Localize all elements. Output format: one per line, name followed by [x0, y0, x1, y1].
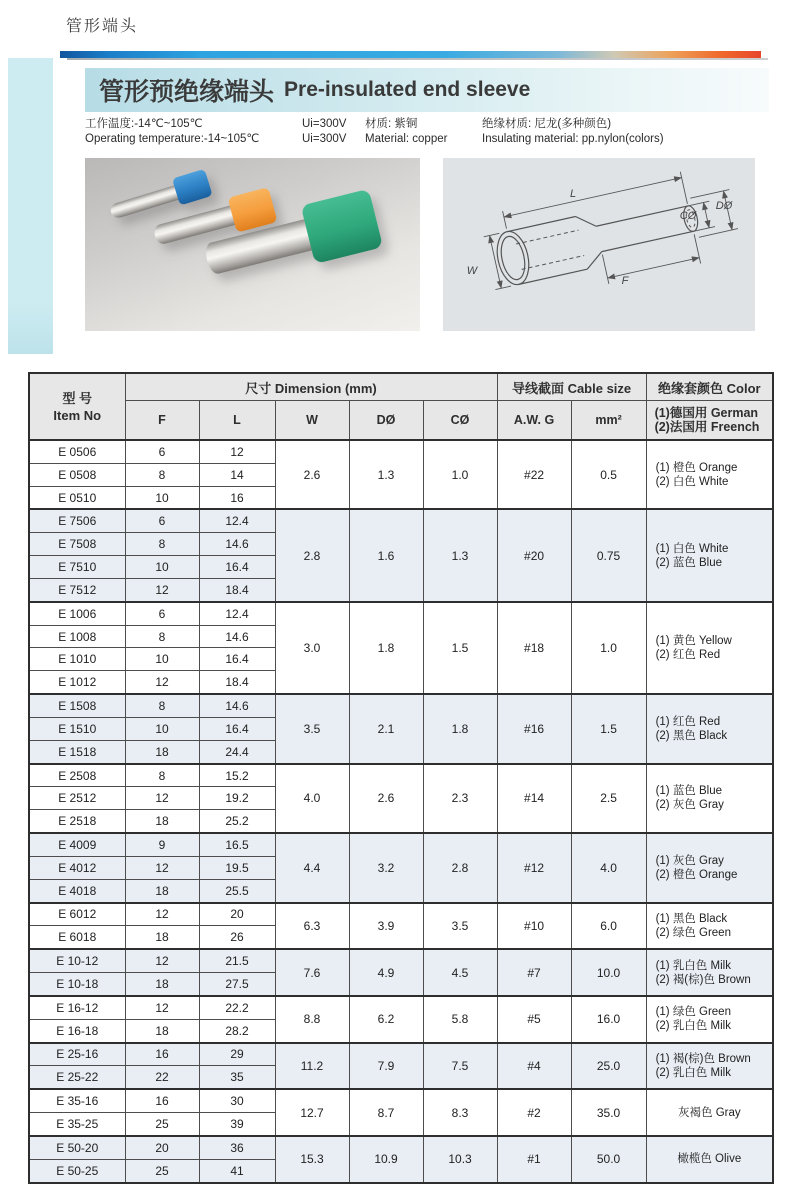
green-sleeve — [301, 189, 383, 264]
table-cell: 20 — [125, 1136, 199, 1159]
table-cell: 18 — [125, 973, 199, 996]
table-cell: E 1006 — [29, 602, 125, 625]
table-cell: 16 — [125, 1043, 199, 1066]
table-cell: E 50-20 — [29, 1136, 125, 1159]
table-row — [29, 1089, 773, 1112]
table-cell: 1.8 — [349, 602, 423, 694]
table-cell: E 10-12 — [29, 949, 125, 972]
dim-label-L: L — [569, 188, 577, 200]
color-cell: (1) 橙色 Orange (2) 白色 White — [646, 440, 773, 509]
table-cell: 22.2 — [199, 996, 275, 1019]
table-cell: 2.8 — [423, 833, 497, 902]
table-cell: #16 — [497, 694, 571, 763]
color-cell: (1) 蓝色 Blue (2) 灰色 Gray — [646, 764, 773, 833]
spec-cn: 绝缘材质: 尼龙(多种颜色) — [482, 118, 612, 130]
table-cell: 6.2 — [349, 996, 423, 1043]
spec-operating-temperature — [85, 117, 302, 147]
table-cell: #2 — [497, 1089, 571, 1136]
accent-gradient-bar — [60, 51, 761, 58]
table-cell: 1.3 — [423, 509, 497, 601]
table-cell: 20 — [199, 903, 275, 926]
table-cell: 1.5 — [423, 602, 497, 694]
table-cell: 25.0 — [571, 1043, 646, 1090]
dim-label-W: W — [466, 265, 478, 277]
header-item-cn: 型 号 — [62, 390, 93, 406]
table-cell: 25 — [125, 1113, 199, 1136]
table-row — [29, 1043, 773, 1066]
table-cell: 18.4 — [199, 671, 275, 694]
table-cell: 8 — [125, 625, 199, 648]
table-cell: 19.2 — [199, 787, 275, 810]
table-cell: E 0510 — [29, 486, 125, 509]
header-color-sub — [646, 401, 773, 441]
header-color-sub-french: (2)法国用 Freench — [654, 420, 760, 434]
table-cell: 36 — [199, 1136, 275, 1159]
table-cell: E 1518 — [29, 740, 125, 763]
color-cell: 橄榄色 Olive — [646, 1136, 773, 1183]
header-item-no — [29, 373, 125, 440]
table-cell: 16.4 — [199, 556, 275, 579]
header-color-sub-german: (1)德国用 German — [654, 406, 759, 420]
table-cell: 10 — [125, 648, 199, 671]
section-title-cn: 管形预绝缘端头 — [99, 78, 275, 106]
section-title-en: Pre-insulated end sleeve — [284, 78, 531, 101]
spec-insulating-material — [482, 117, 775, 147]
table-cell: 6 — [125, 509, 199, 532]
table-cell: 28.2 — [199, 1019, 275, 1042]
dim-label-F: F — [621, 275, 629, 287]
table-cell: 18 — [125, 740, 199, 763]
table-row — [29, 949, 773, 972]
table-row — [29, 694, 773, 717]
table-cell: 2.6 — [349, 764, 423, 833]
table-row — [29, 509, 773, 532]
color-cell: 灰褐色 Gray — [646, 1089, 773, 1136]
table-cell: 18 — [125, 879, 199, 902]
product-photo — [85, 158, 420, 331]
color-cell: (1) 乳白色 Milk (2) 褐(棕)色 Brown — [646, 949, 773, 996]
table-cell: E 0506 — [29, 440, 125, 463]
table-cell: E 16-18 — [29, 1019, 125, 1042]
color-cell: (1) 绿色 Green (2) 乳白色 Milk — [646, 996, 773, 1043]
table-cell: 6 — [125, 440, 199, 463]
table-row — [29, 440, 773, 463]
color-cell: (1) 褐(棕)色 Brown (2) 乳白色 Milk — [646, 1043, 773, 1090]
table-cell: 12 — [125, 856, 199, 879]
table-cell: 7.9 — [349, 1043, 423, 1090]
table-cell: 11.2 — [275, 1043, 349, 1090]
table-cell: 12.4 — [199, 602, 275, 625]
table-cell: 0.5 — [571, 440, 646, 509]
table-cell: 12.4 — [199, 509, 275, 532]
table-cell: 35 — [199, 1066, 275, 1089]
table-cell: 1.5 — [571, 694, 646, 763]
table-cell: 5.8 — [423, 996, 497, 1043]
color-cell: (1) 红色 Red (2) 黑色 Black — [646, 694, 773, 763]
table-cell: E 2512 — [29, 787, 125, 810]
table-cell: 22 — [125, 1066, 199, 1089]
header-item-en: Item No — [53, 407, 102, 423]
table-cell: #7 — [497, 949, 571, 996]
table-cell: 16.5 — [199, 833, 275, 856]
table-cell: E 4018 — [29, 879, 125, 902]
table-cell: E 7506 — [29, 509, 125, 532]
table-cell: 6.0 — [571, 903, 646, 950]
table-cell: 12 — [125, 996, 199, 1019]
table-cell: 39 — [199, 1113, 275, 1136]
table-cell: #4 — [497, 1043, 571, 1090]
table-cell: 3.5 — [275, 694, 349, 763]
color-cell: (1) 灰色 Gray (2) 橙色 Orange — [646, 833, 773, 902]
table-cell: E 1010 — [29, 648, 125, 671]
spec-en: Material: copper — [365, 133, 448, 145]
table-cell: 50.0 — [571, 1136, 646, 1183]
table-cell: 35.0 — [571, 1089, 646, 1136]
table-cell: 3.0 — [275, 602, 349, 694]
table-cell: E 4009 — [29, 833, 125, 856]
table-row — [29, 996, 773, 1019]
table-cell: E 0508 — [29, 463, 125, 486]
table-cell: E 1008 — [29, 625, 125, 648]
color-cell: (1) 黑色 Black (2) 绿色 Green — [646, 903, 773, 950]
spec-cn: 工作温度:-14℃~105℃ — [85, 118, 203, 130]
table-cell: E 4012 — [29, 856, 125, 879]
table-cell: 16 — [199, 486, 275, 509]
table-cell: 6.3 — [275, 903, 349, 950]
color-cell: (1) 白色 White (2) 蓝色 Blue — [646, 509, 773, 601]
header-col-mm2: mm² — [571, 401, 646, 441]
table-row — [29, 903, 773, 926]
header-dimension: 尺寸 Dimension (mm) — [125, 373, 497, 401]
table-cell: 3.5 — [423, 903, 497, 950]
table-cell: 12 — [125, 578, 199, 601]
table-cell: E 7512 — [29, 578, 125, 601]
diagram-drawing — [443, 158, 755, 331]
header-col-C-diameter: CØ — [423, 401, 497, 441]
table-cell: E 35-25 — [29, 1113, 125, 1136]
table-cell: 15.2 — [199, 764, 275, 787]
accent-bar-shadow — [67, 58, 768, 60]
table-cell: E 6018 — [29, 926, 125, 949]
table-row — [29, 1136, 773, 1159]
table-cell: 6 — [125, 602, 199, 625]
table-cell: 21.5 — [199, 949, 275, 972]
table-cell: #22 — [497, 440, 571, 509]
table-cell: E 6012 — [29, 903, 125, 926]
table-cell: 9 — [125, 833, 199, 856]
table-cell: 18 — [125, 1019, 199, 1042]
table-cell: 8 — [125, 764, 199, 787]
dim-label-D-diameter: DØ — [715, 200, 733, 212]
table-row — [29, 833, 773, 856]
table-cell: 16.0 — [571, 996, 646, 1043]
table-cell: 41 — [199, 1159, 275, 1182]
left-accent-strip — [8, 58, 53, 354]
page-header-label: 管形端头 — [66, 18, 139, 35]
table-cell: 1.8 — [423, 694, 497, 763]
table-cell: 8.8 — [275, 996, 349, 1043]
table-cell: 8 — [125, 694, 199, 717]
table-cell: 8.3 — [423, 1089, 497, 1136]
table-row — [29, 602, 773, 625]
table-cell: 8.7 — [349, 1089, 423, 1136]
table-cell: 8 — [125, 533, 199, 556]
spec-table — [28, 372, 774, 1184]
table-cell: 25 — [125, 1159, 199, 1182]
table-cell: 12 — [125, 671, 199, 694]
table-cell: 18.4 — [199, 578, 275, 601]
table-cell: 16 — [125, 1089, 199, 1112]
spec-cn: Ui=300V — [302, 118, 347, 130]
table-cell: 7.6 — [275, 949, 349, 996]
table-cell: 3.9 — [349, 903, 423, 950]
spec-row — [85, 117, 775, 147]
table-cell: E 2518 — [29, 810, 125, 833]
table-cell: #1 — [497, 1136, 571, 1183]
table-cell: 27.5 — [199, 973, 275, 996]
table-cell: 1.0 — [571, 602, 646, 694]
table-cell: 4.9 — [349, 949, 423, 996]
table-cell: 4.4 — [275, 833, 349, 902]
table-cell: 18 — [125, 926, 199, 949]
spec-en: Operating temperature:-14~105℃ — [85, 133, 260, 145]
table-cell: 10.9 — [349, 1136, 423, 1183]
color-cell: (1) 黄色 Yellow (2) 红色 Red — [646, 602, 773, 694]
table-cell: 18 — [125, 810, 199, 833]
table-cell: E 35-16 — [29, 1089, 125, 1112]
table-cell: 2.8 — [275, 509, 349, 601]
table-cell: E 10-18 — [29, 973, 125, 996]
header-col-F: F — [125, 401, 199, 441]
table-cell: 30 — [199, 1089, 275, 1112]
table-body — [29, 440, 773, 1183]
table-cell: 14 — [199, 463, 275, 486]
table-cell: E 25-16 — [29, 1043, 125, 1066]
table-cell: 10 — [125, 717, 199, 740]
table-cell: E 1510 — [29, 717, 125, 740]
table-cell: 10.3 — [423, 1136, 497, 1183]
table-cell: 1.6 — [349, 509, 423, 601]
header-col-awg: A.W. G — [497, 401, 571, 441]
table-cell: E 7510 — [29, 556, 125, 579]
table-cell: 10.0 — [571, 949, 646, 996]
table-cell: 19.5 — [199, 856, 275, 879]
spec-material — [365, 117, 482, 147]
spec-en: Ui=300V — [302, 133, 347, 145]
table-cell: 14.6 — [199, 625, 275, 648]
table-cell: 12.7 — [275, 1089, 349, 1136]
table-cell: 12 — [125, 949, 199, 972]
section-title-bar — [85, 68, 769, 112]
table-cell: E 1012 — [29, 671, 125, 694]
table-cell: E 7508 — [29, 533, 125, 556]
table-cell: 15.3 — [275, 1136, 349, 1183]
table-cell: E 2508 — [29, 764, 125, 787]
table-cell: E 16-12 — [29, 996, 125, 1019]
table-cell: 16.4 — [199, 648, 275, 671]
table-cell: 7.5 — [423, 1043, 497, 1090]
table-cell: 12 — [125, 787, 199, 810]
table-cell: 29 — [199, 1043, 275, 1066]
table-cell: 4.0 — [571, 833, 646, 902]
spec-voltage — [302, 117, 365, 147]
table-cell: E 50-25 — [29, 1159, 125, 1182]
header-col-L: L — [199, 401, 275, 441]
technical-diagram — [443, 158, 755, 331]
table-cell: 1.0 — [423, 440, 497, 509]
table-cell: 25.5 — [199, 879, 275, 902]
table-cell: 10 — [125, 556, 199, 579]
table-cell: #20 — [497, 509, 571, 601]
spec-en: Insulating material: pp.nylon(colors) — [482, 133, 664, 145]
table-cell: 2.6 — [275, 440, 349, 509]
table-cell: 12 — [199, 440, 275, 463]
table-cell: #14 — [497, 764, 571, 833]
dim-label-C-diameter: CØ — [679, 210, 697, 222]
table-cell: 12 — [125, 903, 199, 926]
table-cell: #10 — [497, 903, 571, 950]
table-cell: 0.75 — [571, 509, 646, 601]
table-cell: E 25-22 — [29, 1066, 125, 1089]
table-cell: 2.3 — [423, 764, 497, 833]
table-cell: 2.5 — [571, 764, 646, 833]
table-cell: 14.6 — [199, 694, 275, 717]
metal-tube — [203, 219, 314, 276]
header-col-W: W — [275, 401, 349, 441]
blue-sleeve — [172, 169, 213, 206]
table-cell: 1.3 — [349, 440, 423, 509]
table-cell: 8 — [125, 463, 199, 486]
table-cell: 10 — [125, 486, 199, 509]
table-cell: 24.4 — [199, 740, 275, 763]
table-cell: 3.2 — [349, 833, 423, 902]
table-cell: 4.5 — [423, 949, 497, 996]
table-cell: 26 — [199, 926, 275, 949]
table-cell: 16.4 — [199, 717, 275, 740]
header-col-D-diameter: DØ — [349, 401, 423, 441]
table-cell: 14.6 — [199, 533, 275, 556]
table-cell: 2.1 — [349, 694, 423, 763]
spec-cn: 材质: 紫铜 — [365, 118, 418, 130]
table-cell: #5 — [497, 996, 571, 1043]
table-cell: #18 — [497, 602, 571, 694]
table-cell: 25.2 — [199, 810, 275, 833]
header-cable-size: 导线截面 Cable size — [497, 373, 646, 401]
table-row — [29, 764, 773, 787]
table-cell: E 1508 — [29, 694, 125, 717]
header-color: 绝缘套颜色 Color — [646, 373, 773, 401]
table-cell: #12 — [497, 833, 571, 902]
table-cell: 4.0 — [275, 764, 349, 833]
